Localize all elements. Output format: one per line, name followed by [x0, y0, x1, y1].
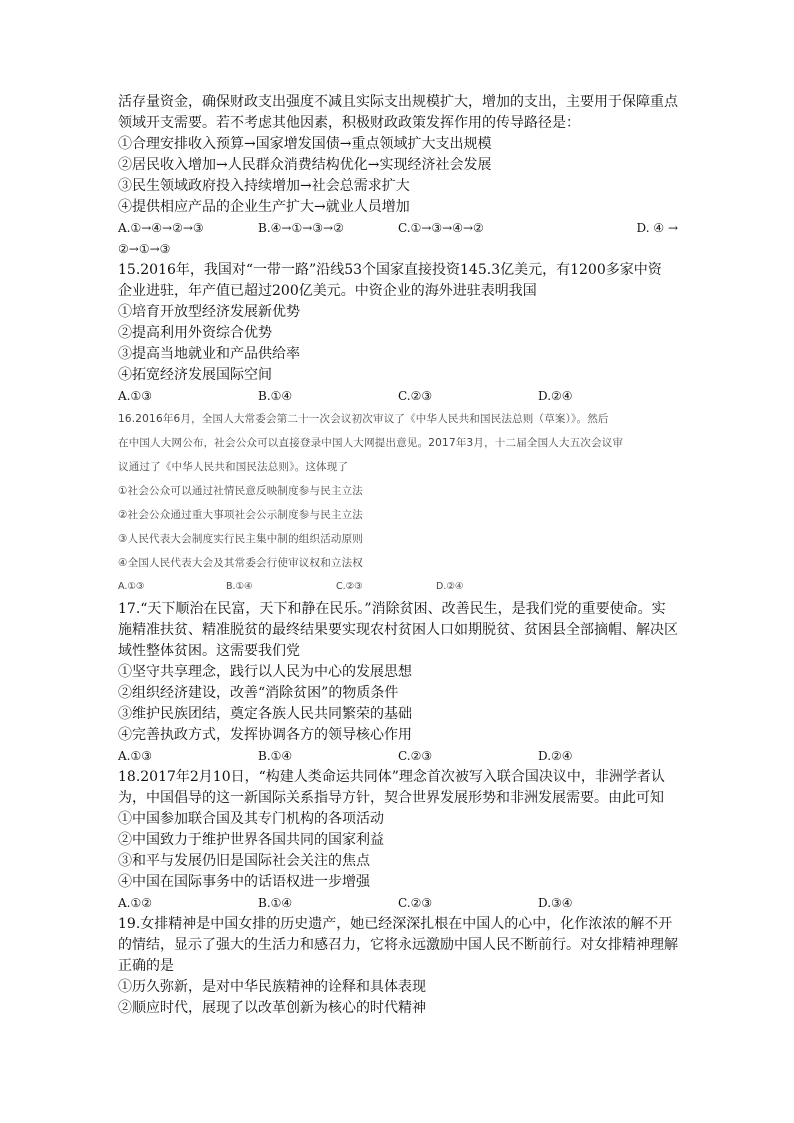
- question-stem-line: 18.2017年2月10日，“构建人类命运共同体”理念首次被写入联合国决议中，非洲学者认: [118, 769, 665, 785]
- option-c: C.②③: [336, 581, 363, 592]
- option-d: D. ④ →: [636, 221, 678, 235]
- statement-item: ④提供相应产品的企业生产扩大→就业人员增加: [118, 199, 410, 215]
- statement-item: ①历久弥新，是对中华民族精神的诠释和具体表现: [118, 979, 426, 995]
- answer-options: [118, 386, 678, 407]
- question-14: [118, 92, 678, 260]
- statement-item: ②组织经济建设，改善“消除贫困”的物质条件: [118, 685, 399, 701]
- statement-item: ②社会公众通过重大事项社会公示制度参与民主立法: [118, 509, 364, 521]
- option-a: A.①③: [118, 581, 145, 592]
- statement-item: ③维护民族团结，奠定各族人民共同繁荣的基础: [118, 706, 412, 722]
- option-a: A.①②: [118, 896, 152, 910]
- statement-item: ③提高当地就业和产品供给率: [118, 346, 300, 362]
- question-stem-line: 域性整体贫困。这需要我们党: [118, 643, 300, 659]
- question-stem-line: 为，中国倡导的这一新国际关系指导方针，契合世界发展形势和非洲发展需要。由此可知: [118, 790, 664, 806]
- statement-item: ②中国致力于维护世界各国共同的国家利益: [118, 832, 384, 848]
- answer-options: [118, 746, 678, 767]
- question-19: [118, 914, 678, 1019]
- question-stem-line: 活存量资金，确保财政支出强度不减且实际支出规模扩大，增加的支出，主要用于保障重点: [118, 94, 678, 110]
- question-stem-line: 16.2016年6月，全国人大常委会第二十一次会议初次审议了《中华人民共和国民法总则（草案）》。然后: [118, 413, 609, 425]
- option-c: C.②③: [398, 896, 433, 910]
- statement-item: ①合理安排收入预算→国家增发国债→重点领域扩大支出规模: [118, 136, 492, 152]
- option-d: D.②④: [538, 749, 573, 763]
- question-stem-line: 议通过了《中华人民共和国民法总则》。这体现了: [118, 461, 349, 473]
- statement-item: ③民生领域政府投入持续增加→社会总需求扩大: [118, 178, 410, 194]
- statement-item: ②顺应时代，展现了以改革创新为核心的时代精神: [118, 1000, 426, 1016]
- statement-item: ①坚守共享理念，践行以人民为中心的发展思想: [118, 664, 412, 680]
- question-17: [118, 599, 678, 767]
- question-18: [118, 767, 678, 914]
- option-d: D.②④: [436, 581, 464, 592]
- statement-item: ③和平与发展仍旧是国际社会关注的焦点: [118, 853, 370, 869]
- option-c: C.②③: [398, 389, 433, 403]
- statement-item: ④完善执政方式，发挥协调各方的领导核心作用: [118, 727, 412, 743]
- statement-item: ②提高利用外资综合优势: [118, 325, 272, 341]
- option-b: B.①④: [258, 896, 293, 910]
- statement-item: ④中国在国际事务中的话语权进一步增强: [118, 874, 370, 890]
- option-c: C.②③: [398, 749, 433, 763]
- question-stem-line: 在中国人大网公布，社会公众可以直接登录中国人大网提出意见。2017年3月，十二届全国人大五次会议审: [118, 437, 624, 449]
- question-16: [118, 407, 678, 599]
- option-a: A.①→④→②→③: [118, 221, 204, 235]
- option-d: D.③④: [538, 896, 573, 910]
- answer-options-cont: [118, 239, 678, 260]
- option-b: B.①④: [226, 581, 253, 592]
- answer-options: [118, 218, 678, 239]
- question-stem-line: 的情结，显示了强大的生活力和感召力，它将永远激励中国人民不断前行。对女排精神理解: [118, 937, 678, 953]
- question-15: [118, 260, 678, 407]
- option-c: C.①→③→④→②: [398, 221, 484, 235]
- option-b: B.①④: [258, 749, 293, 763]
- option-b: B.④→①→③→②: [258, 221, 344, 235]
- statement-item: ②居民收入增加→人民群众消费结构优化→实现经济社会发展: [118, 157, 492, 173]
- question-stem-line: 施精准扶贫、精准脱贫的最终结果要实现农村贫困人口如期脱贫、贫困县全部摘帽、解决区: [118, 622, 678, 638]
- question-stem-line: 17.“天下顺治在民富，天下和静在民乐。”消除贫困、改善民生，是我们党的重要使命。实: [118, 601, 666, 617]
- option-d: D.②④: [538, 389, 573, 403]
- statement-item: ①社会公众可以通过社情民意反映制度参与民主立法: [118, 485, 364, 497]
- option-d-continued: ②→①→③: [118, 242, 171, 256]
- statement-item: ①中国参加联合国及其专门机构的各项活动: [118, 811, 384, 827]
- statement-item: ④全国人民代表大会及其常委会行使审议权和立法权: [118, 557, 364, 569]
- question-stem-line: 领域开支需要。若不考虑其他因素，积极财政政策发挥作用的传导路径是：: [118, 115, 580, 131]
- question-stem-line: 正确的是: [118, 958, 174, 974]
- question-stem-line: 19.女排精神是中国女排的历史遗产，她已经深深扎根在中国人的心中，化作浓浓的解不开: [118, 916, 673, 932]
- statement-item: ④拓宽经济发展国际空间: [118, 367, 272, 383]
- answer-options: [118, 575, 678, 599]
- option-a: A.①③: [118, 749, 152, 763]
- statement-item: ①培育开放型经济发展新优势: [118, 304, 300, 320]
- question-stem-line: 15.2016年，我国对“一带一路”沿线53个国家直接投资145.3亿美元，有1200多家中资: [118, 262, 662, 278]
- statement-item: ③人民代表大会制度实行民主集中制的组织活动原则: [118, 533, 364, 545]
- option-a: A.①③: [118, 389, 152, 403]
- question-stem-line: 企业进驻，年产值已超过200亿美元。中资企业的海外进驻表明我国: [118, 283, 537, 299]
- exam-page: [118, 92, 678, 1019]
- option-b: B.①④: [258, 389, 293, 403]
- answer-options: [118, 893, 678, 914]
